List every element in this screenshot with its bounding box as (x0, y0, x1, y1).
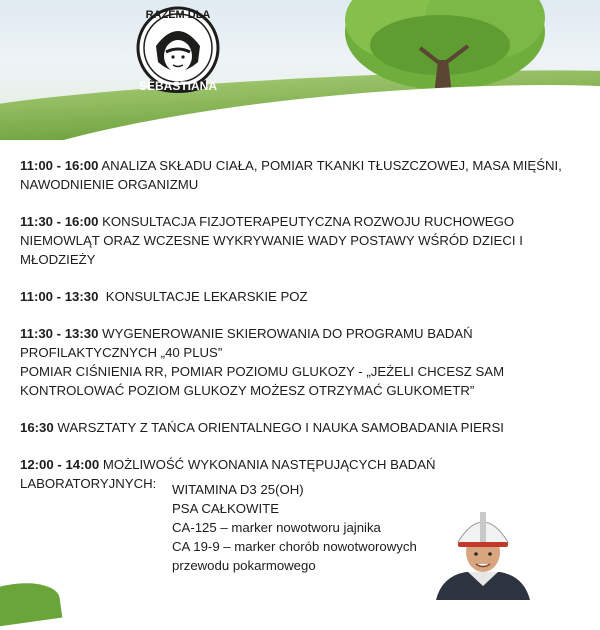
logo-top-text: RAZEM DLA (145, 9, 211, 21)
lab-test-item: PSA CAŁKOWITE (172, 501, 279, 516)
lab-test-item: CA-125 – marker nowotworu jajnika (172, 520, 381, 535)
agenda-text: WARSZTATY Z TAŃCA ORIENTALNEGO I NAUKA SAMOBADANIA PIERSI (53, 420, 504, 435)
header-banner (0, 0, 600, 140)
agenda-text: KONSULTACJA FIZJOTERAPEUTYCZNA ROZWOJU RUCHOWEGO NIEMOWLĄT ORAZ WCZESNE WYKRYWANIE WADY POSTAWY WŚRÓD DZIECI I MŁODZIEŻY (20, 214, 523, 267)
lab-test-item: WITAMINA D3 25(OH) (172, 482, 304, 497)
agenda-item (20, 156, 590, 194)
lab-label: LABORATORYJNYCH: (20, 476, 157, 491)
agenda-text: KONSULTACJE LEKARSKIE POZ (98, 289, 308, 304)
agenda-text: ANALIZA SKŁADU CIAŁA, POMIAR TKANKI TŁUSZCZOWEJ, MASA MIĘŚNI, NAWODNIENIE ORGANIZMU (20, 158, 562, 192)
agenda-time: 11:30 - 13:30 (20, 326, 99, 341)
lab-test-item: przewodu pokarmowego (172, 558, 316, 573)
agenda-text: MOŻLIWOŚĆ WYKONANIA NASTĘPUJĄCYCH BADAŃ (99, 457, 436, 472)
agenda-time: 16:30 (20, 420, 54, 435)
agenda-time: 11:00 - 16:00 (20, 158, 99, 173)
agenda-text: WYGENEROWANIE SKIEROWANIA DO PROGRAMU BADAŃ PROFILAKTYCZNYCH „40 PLUS” (20, 326, 473, 360)
agenda-time: 11:30 - 16:00 (20, 214, 99, 229)
agenda-time: 11:00 - 13:30 (20, 289, 99, 304)
agenda-item (20, 324, 590, 400)
agenda-item (20, 287, 590, 306)
agenda-item (20, 212, 590, 269)
lab-test-item: CA 19-9 – marker chorób nowotworowych (172, 539, 417, 554)
lab-test-list (172, 480, 417, 575)
razem-dla-sebastiana-logo (118, 2, 238, 94)
agenda-extra-text: POMIAR CIŚNIENIA RR, POMIAR POZIOMU GLUKOZY - „JEŻELI CHCESZ SAM KONTROLOWAĆ POZIOM GLUKOZY MOŻESZ OTRZYMAĆ GLUKOMETR” (20, 364, 505, 398)
agenda-item (20, 418, 590, 437)
logo-bottom-text: SEBASTIANA (138, 79, 218, 93)
green-corner-wave (0, 578, 62, 630)
agenda-time: 12:00 - 14:00 (20, 457, 100, 472)
firefighter-portrait (428, 506, 538, 600)
